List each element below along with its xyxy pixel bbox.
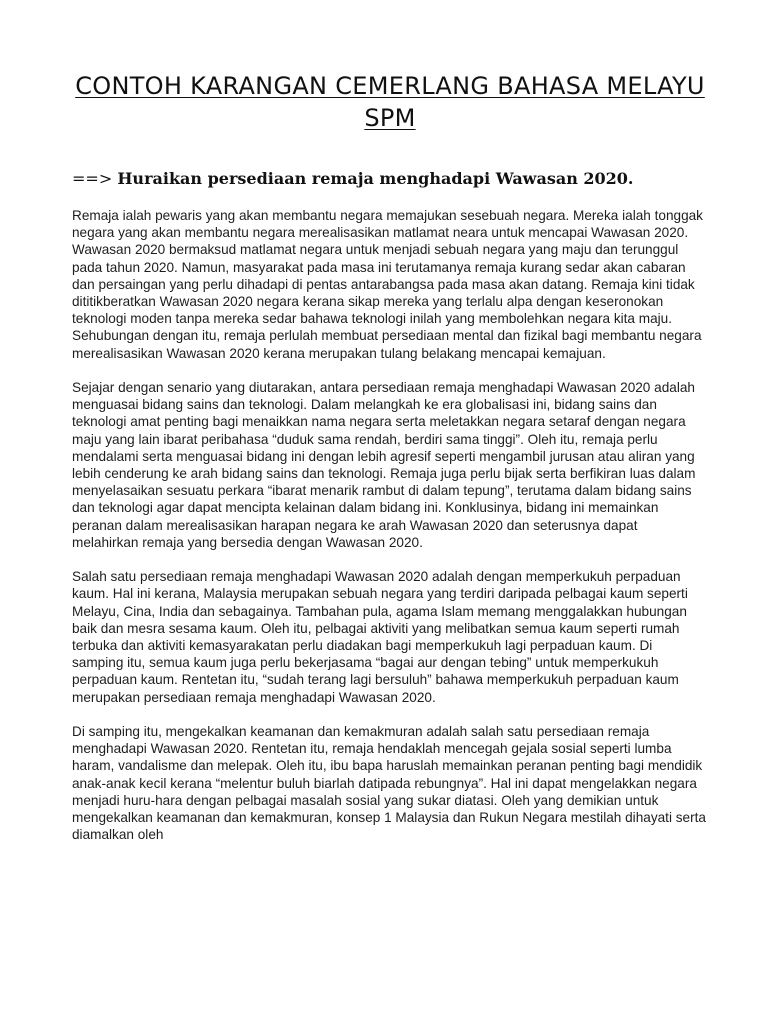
essay-question xyxy=(72,168,712,190)
paragraph-racial-unity: Salah satu persediaan remaja menghadapi Wawasan 2020 adalah dengan memperkukuh perpaduan kaum. Hal ini kerana, Malaysia merupakan sebuah negara yang terdiri daripada pelbagai kaum seperti Melayu, Cina, India dan sebagainya. Tambahan pula, agama Islam memang menggalakkan hubungan baik dan mesra sesama kaum. Oleh itu, pelbagai aktiviti yang melibatkan semua kaum seperti rumah terbuka dan aktiviti kemasyarakatan perlu diadakan bagi memperkukuh lagi perpaduan kaum. Di samping itu, semua kaum juga perlu bekerjasama “bagai aur dengan tebing” untuk memperkukuh perpaduan kaum. Rentetan itu, “sudah terang lagi bersuluh” bahawa memperkukuh perpaduan kaum merupakan persediaan remaja menghadapi Wawasan 2020. xyxy=(72,569,688,705)
paragraph-introduction: Remaja ialah pewaris yang akan membantu negara memajukan sesebuah negara. Mereka ialah tonggak negara yang akan membantu negara merealisasikan matlamat neara untuk mencapai Wawasan 2020. Wawasan 2020 bermaksud matlamat negara untuk menjadi sebuah negara yang maju dan terunggul pada tahun 2020. Namun, masyarakat pada masa ini terutamanya remaja kurang sedar akan cabaran dan persaingan yang perlu dihadapi di pentas antarabangsa pada masa akan datang. Remaja kini tidak dititikberatkan Wawasan 2020 negara kerana sikap mereka yang terlalu alpa dengan keseronokan teknologi moden tanpa mereka sedar bahawa teknologi inilah yang membolehkan negara kita maju. Sehubungan dengan itu, remaja perlulah membuat persediaan mental dan fizikal bagi membantu negara merealisasikan Wawasan 2020 kerana merupakan tulang belakang mencapai kemajuan. xyxy=(72,208,703,361)
essay-body xyxy=(72,207,706,861)
question-text: Huraikan persediaan remaja menghadapi Wawasan 2020. xyxy=(117,169,634,188)
paragraph-science-technology: Sejajar dengan senario yang diutarakan, antara persediaan remaja menghadapi Wawasan 2020 adalah menguasai bidang sains dan teknologi. Dalam melangkah ke era globalisasi ini, bidang sains dan teknologi amat penting bagi menaikkan nama negara serta meletakkan negara setaraf dengan negara maju yang lain ibarat peribahasa “duduk sama rendah, berdiri sama tinggi”. Oleh itu, remaja perlu mendalami serta menguasai bidang ini dengan lebih agresif seperti mengambil jurusan atau aliran yang lebih cenderung ke arah bidang sains dan teknologi. Remaja juga perlu bijak serta berfikiran luas dalam menyelasaikan sesuatu perkara “ibarat menarik rambut di dalam tepung”, terutama dalam bidang sains dan teknologi agar dapat mencipta kelainan dalam bidang ini. Konklusinya, bidang ini memainkan peranan dalam merealisasikan harapan negara ke arah Wawasan 2020 dan seterusnya dapat melahirkan remaja yang bersedia dengan Wawasan 2020. xyxy=(72,380,696,550)
question-arrow: ==> xyxy=(72,169,113,188)
paragraph-peace-prosperity: Di samping itu, mengekalkan keamanan dan kemakmuran adalah salah satu persediaan remaja menghadapi Wawasan 2020. Rentetan itu, remaja hendaklah mencegah gejala sosial seperti lumba haram, vandalisme dan melepak. Oleh itu, ibu bapa haruslah memainkan peranan penting bagi mendidik anak-anak kecil kerana “melentur buluh biarlah datipada rebungnya”. Hal ini dapat mengelakkan negara menjadi huru-hara dengan pelbagai masalah sosial yang sukar diatasi. Oleh yang demikian untuk mengekalkan keamanan dan kemakmuran, konsep 1 Malaysia dan Rukun Negara mestilah dihayati serta diamalkan oleh xyxy=(72,724,706,843)
document-title: CONTOH KARANGAN CEMERLANG BAHASA MELAYU SPM xyxy=(75,72,705,132)
